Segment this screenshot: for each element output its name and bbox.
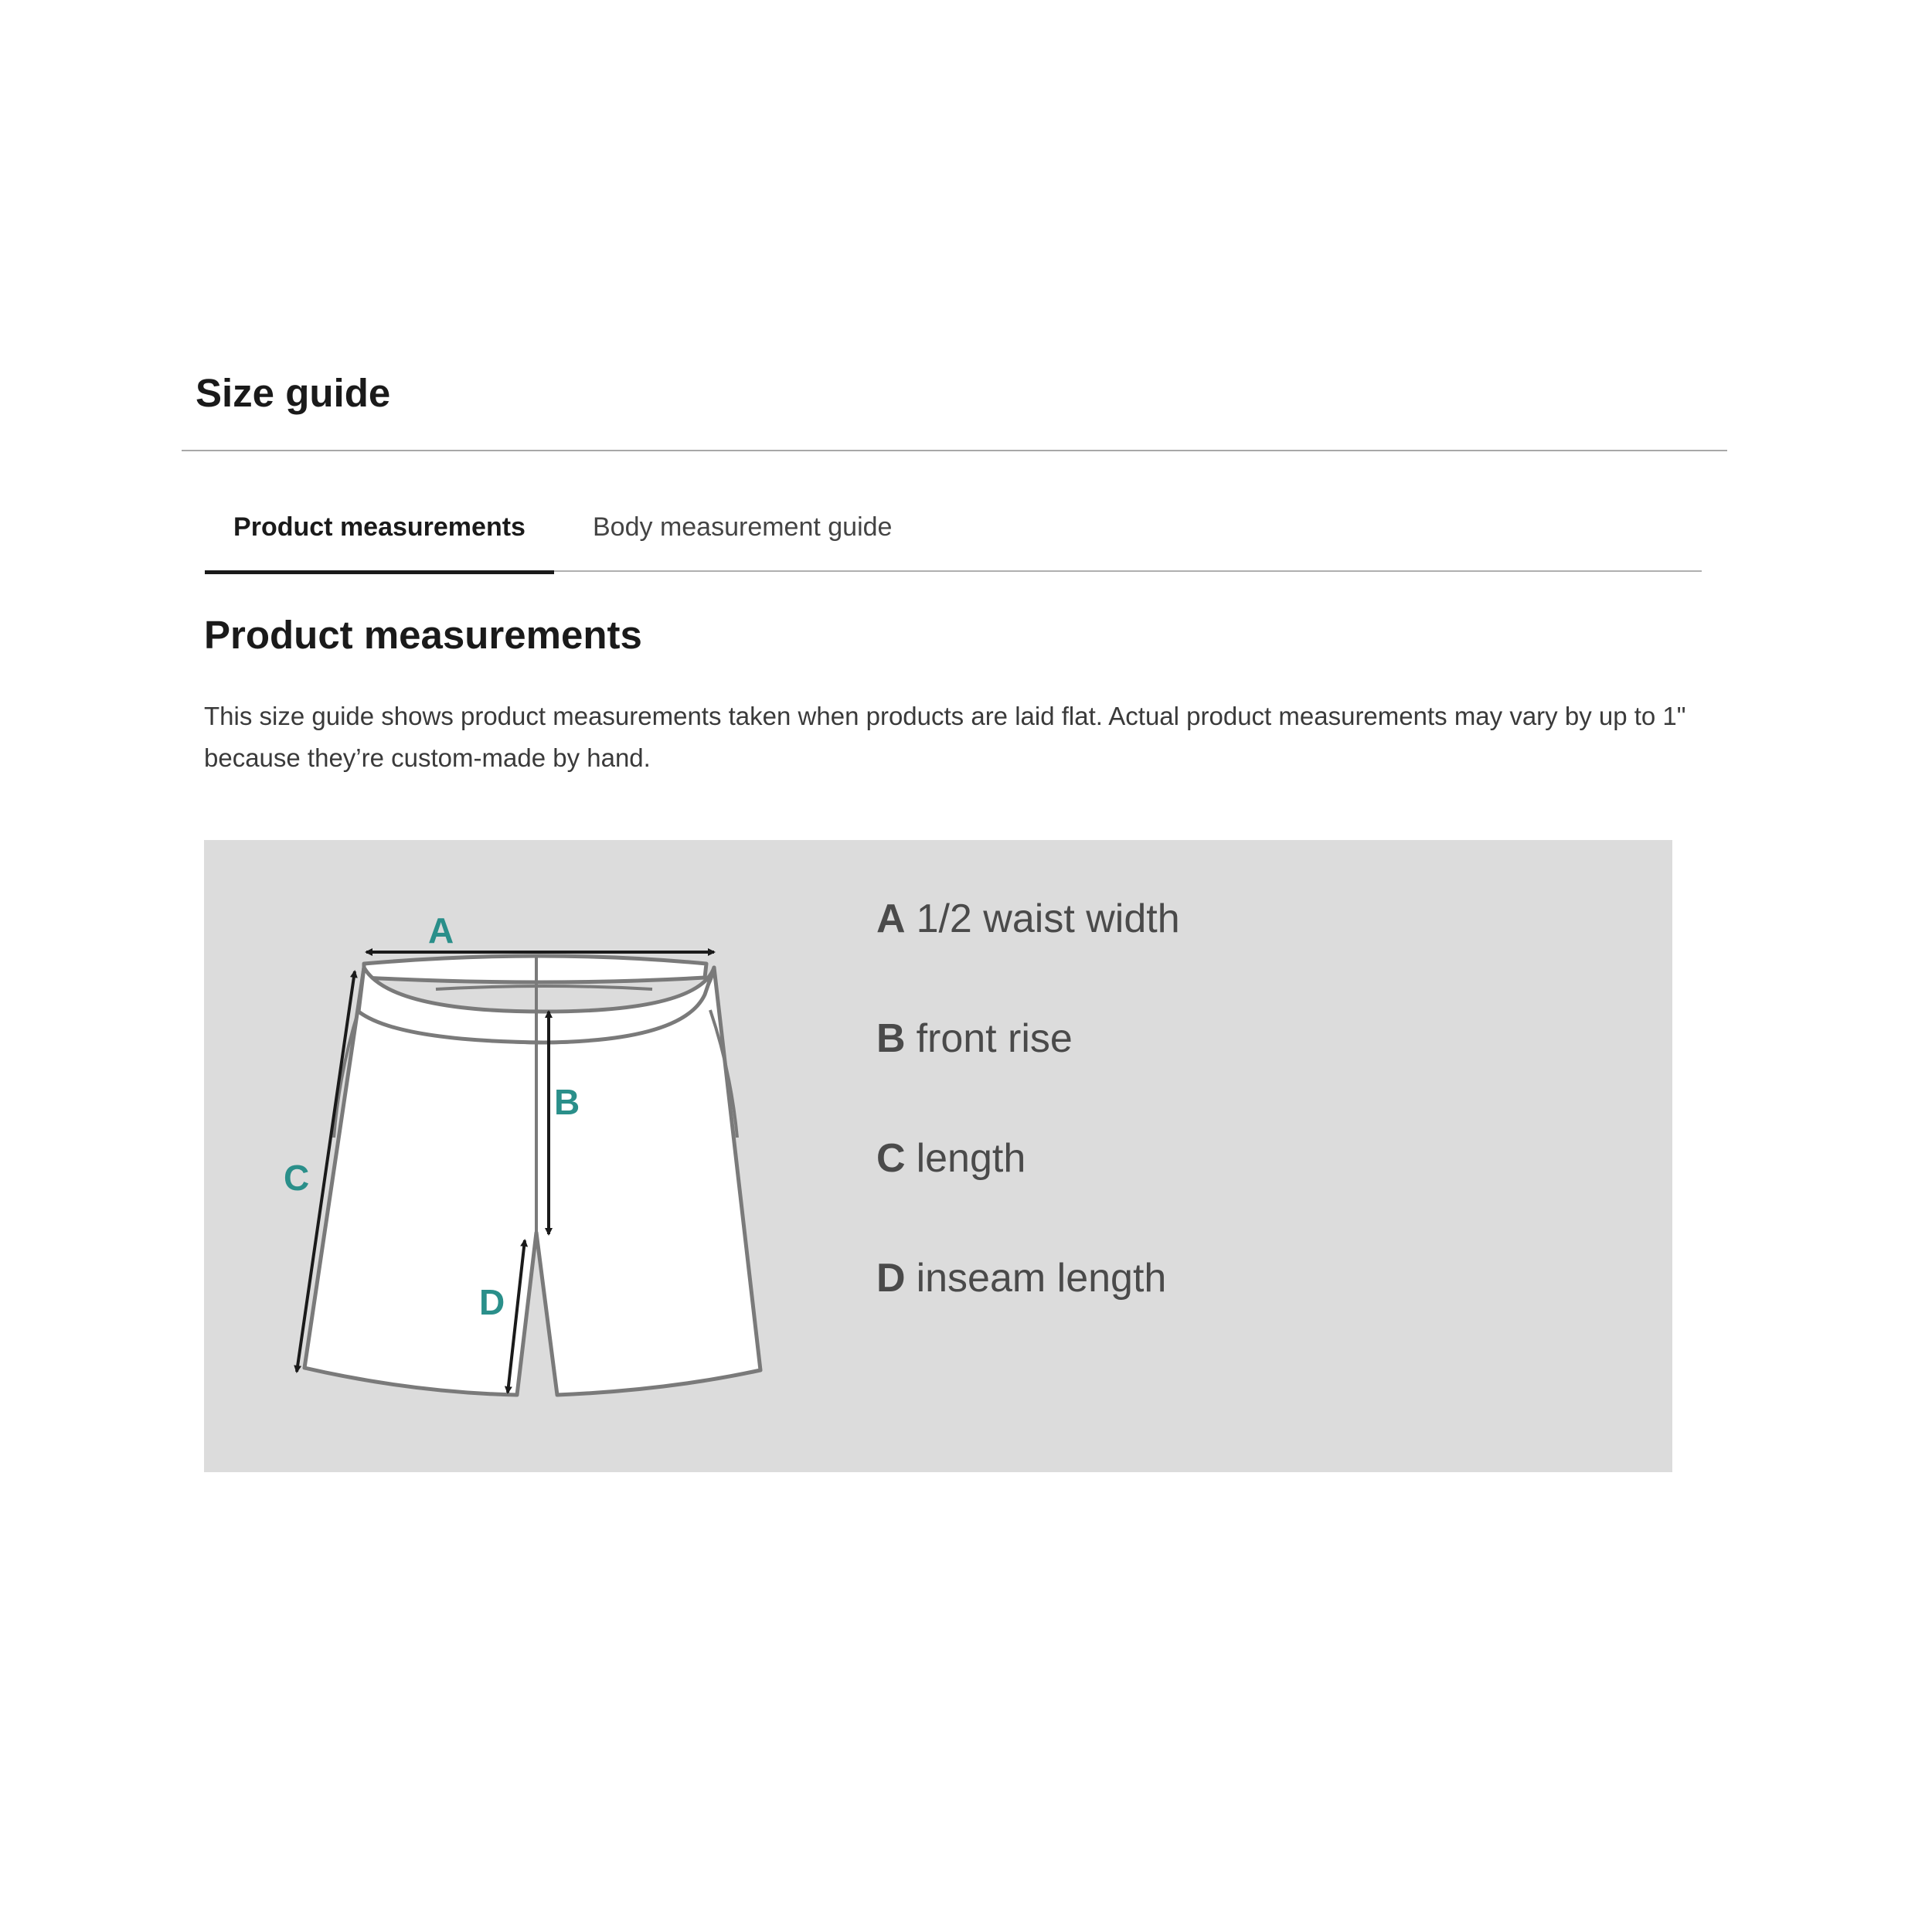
legend-letter: A xyxy=(876,896,906,941)
measurement-legend xyxy=(876,894,1180,1373)
label-a: A xyxy=(428,910,454,951)
label-c: C xyxy=(284,1158,310,1198)
tab-bar xyxy=(205,495,1702,572)
label-b: B xyxy=(554,1082,580,1122)
label-d: D xyxy=(479,1282,505,1322)
legend-letter: D xyxy=(876,1256,906,1301)
legend-item xyxy=(876,1014,1180,1134)
legend-letter: C xyxy=(876,1136,906,1181)
page-title: Size guide xyxy=(196,371,391,415)
legend-text: inseam length xyxy=(916,1256,1167,1301)
legend-item xyxy=(876,1134,1180,1253)
legend-text: 1/2 waist width xyxy=(916,896,1180,941)
tab-product-measurements[interactable]: Product measurements xyxy=(205,495,554,574)
measurement-diagram xyxy=(204,840,1672,1472)
shorts-outline xyxy=(304,956,760,1395)
legend-item xyxy=(876,894,1180,1014)
header-divider xyxy=(182,450,1727,451)
legend-text: front rise xyxy=(916,1016,1073,1061)
tab-body-measurement-guide[interactable]: Body measurement guide xyxy=(593,512,893,542)
section-heading: Product measurements xyxy=(204,613,642,657)
section-description: This size guide shows product measurements taken when products are laid flat. Actual product measurements may vary by up to 1" because they’re custom-made by hand. xyxy=(204,702,1686,772)
legend-item xyxy=(876,1253,1180,1373)
legend-text: length xyxy=(916,1136,1026,1181)
legend-letter: B xyxy=(876,1016,906,1061)
